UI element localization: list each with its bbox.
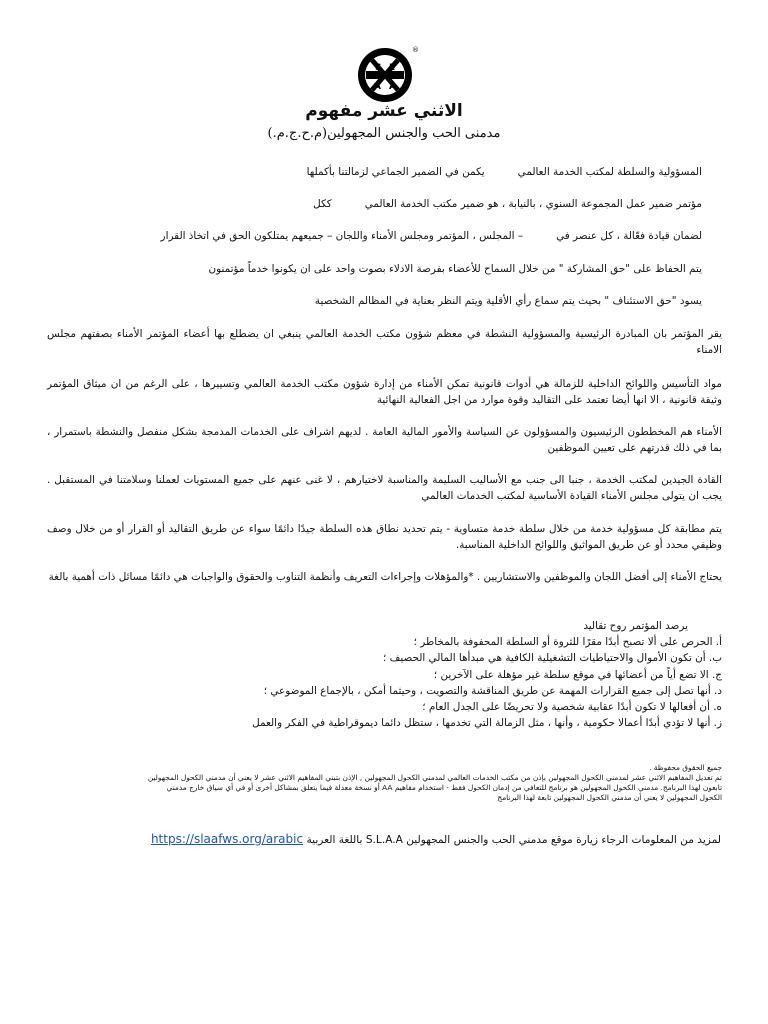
concept-9: القادة الجيدين لمكتب الخدمة ، جنبا الى جنب مع الأساليب السليمة والمناسبة لاختيارهم ، لا غنى عنهم على جميع المستويات لعملنا وسلامتنا في المستقبل . يجب ان يتولى مجلس الأمناء القيادة الأساسية لمكتب الخدمات العالمي xyxy=(47,474,722,502)
concept-11: يحتاج الأمناء إلى أفضل اللجان والموظفين والاستشاريين . *والمؤهلات وإجراءات التعريف وأنظمة التناوب والحقوق والواجبات هي دائمًا مسائل ذات أهمية بالغة xyxy=(48,571,722,583)
concept-4: يتم الحفاظ على "حق المشاركة " من خلال السماح للأعضاء بفرصة الادلاء بصوت واحد على ان يكونوا خدماً مؤتمنون xyxy=(208,263,702,275)
svg-text:S: S xyxy=(375,63,382,73)
concept-1: المسؤولية والسلطة لمكتب الخدمة العالمي يكمن في الضمير الجماعي لزمالتنا بأكملها xyxy=(306,166,702,178)
svg-text:A: A xyxy=(389,82,396,92)
concept-8: الأمناء هم المخططون الرئيسيون والمسؤولون عن السياسة والأمور المالية العامة . لديهم اشراف على الخدمات المدمجة بشكل منفصل والنشطة باستمرار ، بما في ذلك قدرتهم على تعيين الموظفين xyxy=(47,426,722,454)
list-item: د. أنها تصل إلى جميع القرارات المهمة عن طريق المناقشة والتصويت ، وحيثما أمكن ، بالإجماع الموضوعي ؛ xyxy=(263,684,722,697)
list-item: ز. أنها لا تؤدي أبدًا أعمالا حكومية ، وأنها ، مثل الزمالة التي تخدمها ، ستظل دائما ديموقراطية في الفكر والعمل xyxy=(252,717,722,730)
svg-text:A: A xyxy=(374,82,381,92)
concept-3: لضمان قيادة فعّالة ، كل عنصر في – المجلس ، المؤتمر ومجلس الأمناء واللجان – جميعهم يمتلكون الحق في اتخاذ القرار xyxy=(160,230,702,242)
list-item: ب. أن تكون الأموال والاحتياطيات التشغيلية الكافية هي مبدأها المالي الحصيف ؛ xyxy=(382,652,722,665)
registered-mark: ® xyxy=(412,46,419,54)
footer-line: تم تعديل المفاهيم الاثني عشر لمدمني الكحول المجهولين بإذن من مكتب الخدمات العالمي لمدمني الكحول المجهولين , الإذن بتبني المفاهيم الاثني عشر لا يعني أن مدمني الكحول المجهولين xyxy=(147,773,722,782)
concept-12-intro: يرصد المؤتمر روح تقاليد xyxy=(583,620,688,632)
concept-12 xyxy=(252,618,722,731)
concept-7: مواد التأسيس واللوائح الداخلية للزمالة هي أدوات قانونية تمكن الأمناء من إدارة شؤون مكتب الخدمة العالمي وتسييرها ، على الرغم من ان ميثاق المؤتمر وثيقة قانونية ، الا انها أيضا تعتمد على التقاليد وقوة موارد من اجل الفعالية النهائية xyxy=(47,378,722,406)
list-item: أ. الحرص على ألا تصبح أبدًا مقرًا للثروة أو السلطة المحفوفة بالمخاطر ؛ xyxy=(413,636,722,649)
list-item: ج. الا تضع أياً من أعضائها في موقع سلطة غير مؤهلة على الآخرين ؛ xyxy=(433,668,722,681)
website-link[interactable]: https://slaafws.org/arabic xyxy=(150,832,304,846)
concept-6: يقر المؤتمر بان المبادرة الرئيسية والمسؤولية النشطة في معظم شؤون مكتب الخدمة العالمي ينبغي ان يضطلع بها أعضاء المؤتمر الأمناء بصفتهم مجلس الامناء xyxy=(47,328,722,356)
concept-2: مؤتمر ضمير عمل المجموعة السنوي ، بالنيابة ، هو ضمير مكتب الخدمة العالمي ككل xyxy=(313,198,702,210)
svg-text:L: L xyxy=(389,63,395,73)
footer-line: جميع الحقوق محفوظة . xyxy=(649,763,722,772)
concept-5: يسود "حق الاستئناف " بحيث يتم سماع رأي الأقلية ويتم النظر بعناية في المظالم الشخصية xyxy=(314,295,702,307)
more-info xyxy=(151,832,721,846)
footer-line: الكحول المجهولين لا يعني أن مدمني الكحول المجهولين تابعة لهذا البرنامج xyxy=(497,793,722,802)
concept-10: يتم مطابقة كل مسؤولية خدمة من خلال سلطة خدمة متساوية - يتم تحديد نطاق هذه السلطة جيدًا دائمًا سواء عن طريق التقاليد أو القرار أو من خلال وصف وظيفي محدد أو عن طريق المواثيق واللوائح الداخلية المناسبة. xyxy=(47,523,722,551)
slaa-logo-icon xyxy=(357,47,413,103)
footer-line: تابعون لهذا البرنامج. مدمني الكحول المجهولين هو برنامج للتعافي من إدمان الكحول فقط - استخدام مفاهيم AA أو نسخة معدلة فيما يتعلق بمشاكل أخرى أو في أي سياق خارج مدمني xyxy=(166,783,722,792)
page-subtitle: مدمنى الحب والجنس المجهولين(م.ح.ج.م.) xyxy=(267,126,501,141)
page-title: الاثني عشر مفهوم xyxy=(305,101,463,121)
list-item: ه. أن أفعالها لا تكون أبدًا عقابية شخصية ولا تحريضًا على الجدل العام ؛ xyxy=(422,701,722,714)
more-info-text: لمزيد من المعلومات الرجاء زيارة موقع مدمني الحب والجنس المجهولين S.L.A.A باللغة العربية xyxy=(306,834,721,846)
copyright-notice xyxy=(42,763,722,803)
